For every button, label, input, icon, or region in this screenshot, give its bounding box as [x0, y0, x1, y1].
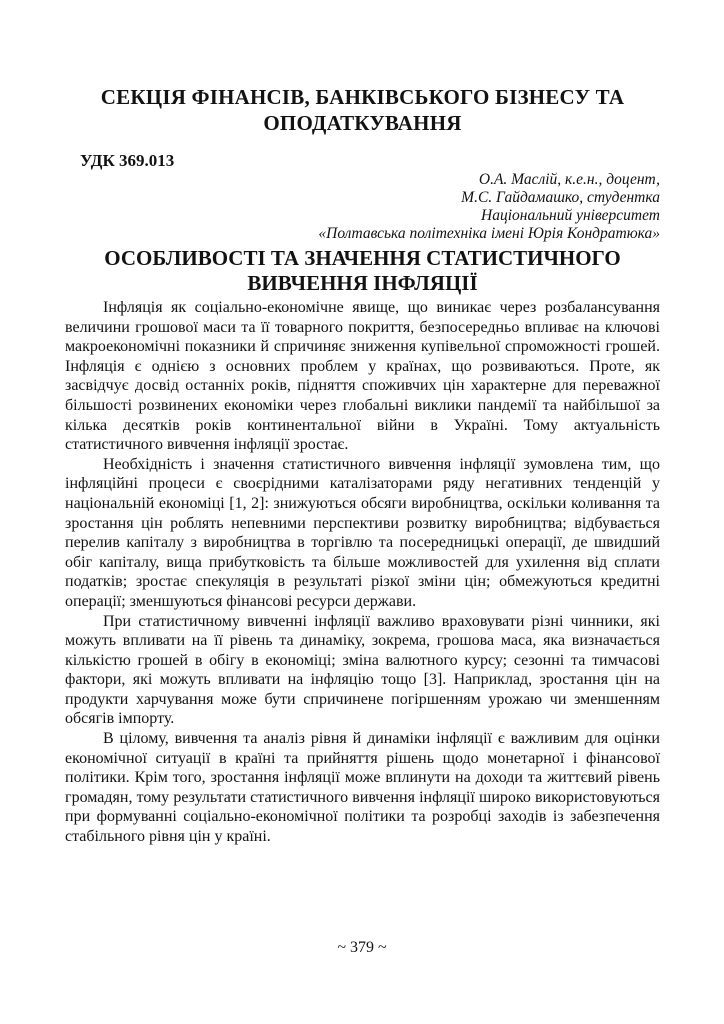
author-block	[65, 171, 660, 243]
section-heading	[65, 0, 660, 136]
paragraph-4: В цілому, вивчення та аналіз рівня й динаміки інфляції є важливим для оцінки економічної ситуації в країні та прийняття рішень щодо монетарної і фінансової політики. Крім того, зростання інфляції може вплинути на доходи та життєвий рівень громадян, тому результати статистичного вивчення інфляції широко використовуються при формуванні соціально-економічної політики та розробці заходів із забезпечення стабільного рівня цін у країні.	[65, 730, 660, 846]
page-number: ~ 379 ~	[337, 939, 387, 956]
section-heading-line-1: СЕКЦІЯ ФІНАНСІВ, БАНКІВСЬКОГО БІЗНЕСУ ТА	[100, 85, 625, 109]
paper-title	[65, 246, 660, 296]
affiliation-line-2: «Полтавська політехніка імені Юрія Кондратюка»	[318, 225, 660, 242]
article-body	[65, 298, 660, 847]
paragraph-1: Інфляція як соціально-економічне явище, що виникає через розбалансування величини грошової маси та її товарного покриття, безпосередньо впливає на ключові макроекономічні показники й спричиняє зниження купівельної спроможності грошей. Інфляція є однією з основних проблем у країнах, що розвиваються. Проте, як засвідчує досвід останніх років, підняття споживчих цін характерне для переважної більшості розвинених економіки через глобальні виклики пандемії та найбільшої за кілька десятків років континентальної війни в Україні. Тому актуальність статистичного вивчення інфляції зростає.	[65, 299, 660, 454]
author-line-2: М.С. Гайдамашко, студентка	[461, 189, 660, 206]
affiliation-line-1: Національний університет	[481, 207, 660, 224]
paper-title-line-2: ВИВЧЕННЯ ІНФЛЯЦІЇ	[247, 271, 478, 295]
author-line-1: О.А. Маслій, к.е.н., доцент,	[478, 171, 660, 188]
text-block	[65, 0, 660, 847]
paragraph-2: Необхідність і значення статистичного вивчення інфляції зумовлена тим, що інфляційні процеси є своєрідними каталізаторами ряду негативних тенденцій у національній економіці [1, 2]: знижуються обсяги виробництва, оскільки коливання та зростання цін роблять непевними перспективи розвитку виробництва; відбувається перелив капіталу з виробництва в торгівлю та посередницькі операції, де швидший обіг капіталу, вища прибутковість та більше можливостей для ухилення від сплати податків; зростає спекуляція в результаті різкої зміни цін; обмежуються кредитні операції; зменшуються фінансові ресурси держави.	[65, 455, 660, 610]
paragraph-3: При статистичному вивченні інфляції важливо враховувати різні чинники, які можуть впливати на її рівень та динаміку, зокрема, грошова маса, яка визначається кількістю грошей в обігу в економіці; зміна валютного курсу; сезонні та тимчасові фактори, які можуть впливати на інфляцію тощо [3]. Наприклад, зростання цін на продукти харчування може бути спричинене погіршенням урожаю чи зменшенням обсягів імпорту.	[65, 612, 660, 728]
udc-code: УДК 369.013	[80, 151, 175, 170]
paper-title-line-1: ОСОБЛИВОСТІ ТА ЗНАЧЕННЯ СТАТИСТИЧНОГО	[104, 246, 621, 270]
section-heading-line-2: ОПОДАТКУВАННЯ	[263, 111, 462, 135]
